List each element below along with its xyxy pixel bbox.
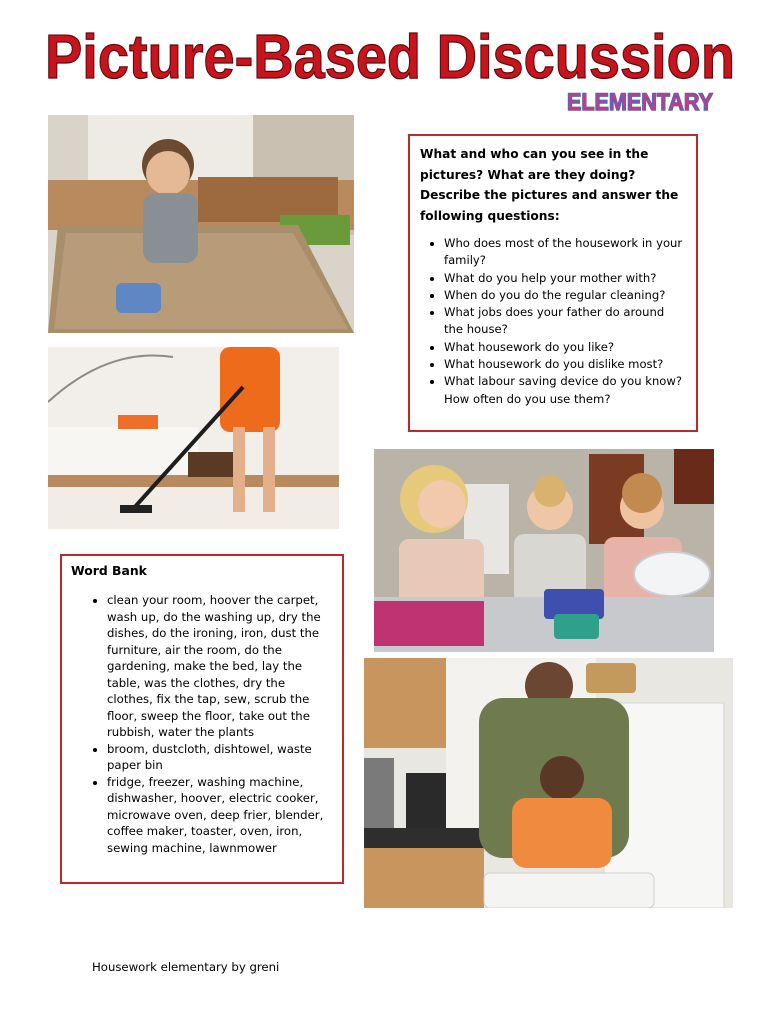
question-item: • What housework do you like? — [444, 339, 686, 356]
questions-list — [420, 235, 686, 408]
page-title — [40, 8, 740, 92]
question-item: • What do you help your mother with? — [444, 270, 686, 287]
question-item: • When do you do the regular cleaning? — [444, 287, 686, 304]
footer-credit: Housework elementary by greni — [92, 960, 280, 974]
word-bank-item: • clean your room, hoover the carpet, wash up, do the washing up, dry the dishes, do the ironing, iron, dust the furniture, air the room, do the gardening, make the bed, lay the table, was the clothes, dry the clothes, fix the tap, sew, scrub the floor, sweep the floor, take out the rubbish, water the plants — [107, 592, 332, 741]
page-title-text: Picture-Based Discussion — [45, 23, 735, 92]
woman-vacuuming-photo — [48, 347, 339, 529]
question-item: • What labour saving device do you know? How often do you use them? — [444, 373, 686, 408]
children-washing-dishes-photo — [374, 449, 714, 652]
question-item: • What housework do you dislike most? — [444, 356, 686, 373]
questions-intro: What and who can you see in the pictures? What are they doing? Describe the pictures and answer the following questions: — [420, 147, 679, 223]
word-bank-box — [60, 554, 344, 884]
discussion-questions-box — [408, 134, 698, 432]
word-bank-item: • fridge, freezer, washing machine, dishwasher, hoover, electric cooker, microwave oven, deep frier, blender, coffee maker, toaster, oven, iron, sewing machine, lawnmower — [107, 774, 332, 857]
father-and-son-laundry-photo — [364, 658, 733, 908]
page-subtitle — [540, 84, 740, 118]
word-bank-title: Word Bank — [71, 563, 147, 578]
question-item: • Who does most of the housework in your family? — [444, 235, 686, 270]
page-subtitle-text: ELEMENTARY — [567, 89, 713, 116]
word-bank-list — [71, 592, 332, 856]
word-bank-item: • broom, dustcloth, dishtowel, waste paper bin — [107, 741, 332, 774]
question-item: • What jobs does your father do around the house? — [444, 304, 686, 339]
boy-wiping-table-photo — [48, 115, 354, 333]
